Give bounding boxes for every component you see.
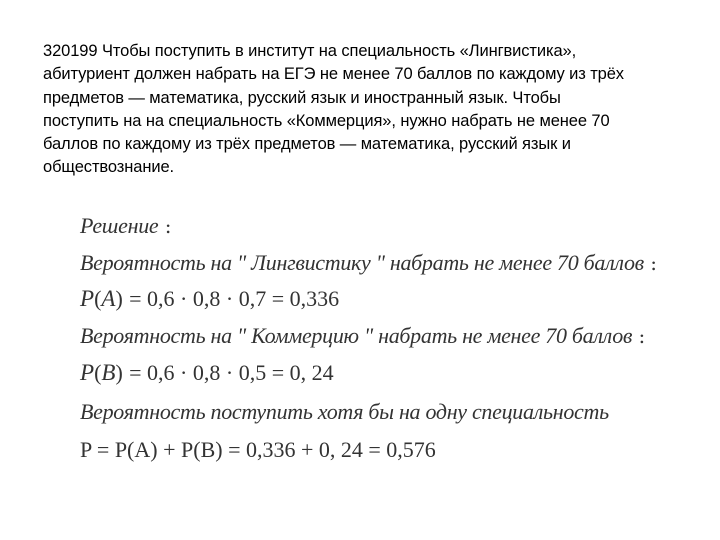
problem-line: баллов по каждому из трёх предметов — математика, русский язык и	[43, 135, 571, 154]
prob-a-colon: :	[643, 251, 658, 275]
prob-b-label: Вероятность на " Коммерцию " набрать не менее 70 баллов	[80, 323, 633, 348]
paren-open: (	[94, 286, 102, 311]
prob-a-event: A	[101, 286, 116, 311]
prob-a-value: = 0,6 · 0,8 · 0,7 = 0,336	[129, 286, 340, 311]
prob-a-p: P	[80, 286, 95, 311]
problem-line: 320199 Чтобы поступить в институт на специальность «Лингвистика»,	[43, 42, 577, 60]
prob-b-formula	[80, 360, 334, 386]
prob-b-colon: :	[632, 324, 646, 348]
problem-line: обществознание.	[43, 158, 175, 177]
total-label-line	[80, 399, 609, 425]
prob-b-p: P	[80, 360, 95, 385]
total-formula: P = P(A) + P(B) = 0,336 + 0, 24 = 0,576	[80, 437, 436, 462]
problem-line: поступить на на специальность «Коммерция», нужно набрать не менее 70	[43, 111, 610, 130]
prob-b-event: B	[101, 360, 116, 385]
paren-close: )	[115, 286, 123, 311]
total-label: Вероятность поступить хотя бы на одну специальность	[80, 399, 609, 424]
paren-open: (	[94, 360, 102, 385]
prob-a-formula	[80, 286, 339, 312]
paren-close: )	[115, 360, 123, 385]
prob-a-label: Вероятность на " Лингвистику " набрать не менее 70 баллов	[80, 250, 644, 275]
solution-heading-line	[80, 213, 171, 239]
problem-line: предметов — математика, русский язык и иностранный язык. Чтобы	[43, 88, 561, 107]
solution-heading: Решение	[80, 213, 159, 238]
total-formula-line	[80, 437, 436, 463]
problem-line: абитуриент должен набрать на ЕГЭ не менее 70 баллов по каждому из трёх	[43, 65, 624, 84]
problem-statement	[43, 40, 693, 180]
prob-b-value: = 0,6 · 0,8 · 0,5 = 0, 24	[129, 360, 334, 385]
prob-b-label-line	[80, 323, 645, 349]
prob-a-label-line	[80, 250, 657, 276]
solution-heading-colon: :	[158, 214, 172, 238]
